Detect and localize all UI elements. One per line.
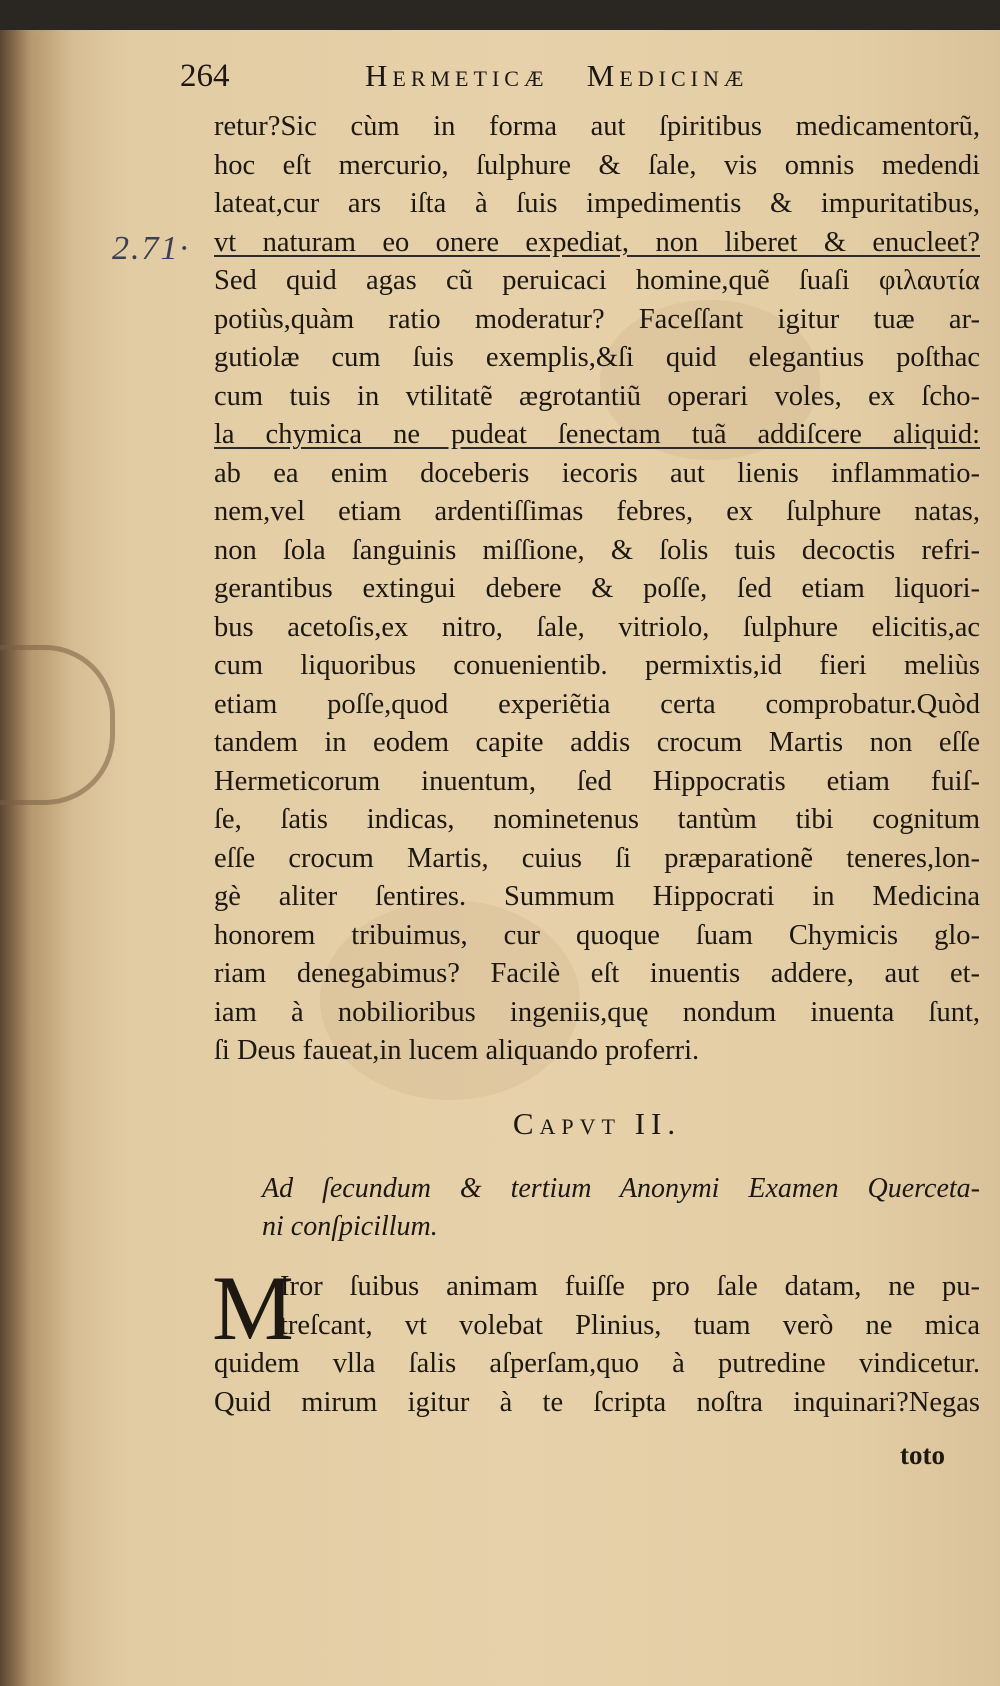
text-line: potiùs,quàm ratio moderatur? Faceſſant igitur tuæ ar- xyxy=(214,303,980,335)
section-body xyxy=(214,1268,980,1422)
text-line: gerantibus extingui debere & poſſe, ſed etiam liquori- xyxy=(214,573,980,604)
text-line: cum liquoribus conuenientib. permixtis,id fieri meliùs xyxy=(214,650,980,681)
text-line: lateat,cur ars iſta à ſuis impedimentis & impuritatibus, xyxy=(214,188,980,219)
text-line: treſcant, vt volebat Plinius, tuam verò ne mica xyxy=(280,1309,980,1341)
text-line: quidem vlla ſalis aſperſam,quo à putredine vindicetur. xyxy=(214,1348,980,1379)
text-line: tandem in eodem capite addis crocum Martis non eſſe xyxy=(214,727,980,758)
drop-cap: M xyxy=(212,1257,294,1359)
text-line: hoc eſt mercurio, ſulphure & ſale, vis omnis medendi xyxy=(214,149,980,181)
text-line: honorem tribuimus, cur quoque ſuam Chymicis glo- xyxy=(214,919,980,951)
text-line: gè aliter ſentires. Summum Hippocrati in Medicina xyxy=(214,881,980,912)
text-line: bus acetoſis,ex nitro, ſale, vitriolo, ſulphure elicitis,ac xyxy=(214,611,980,643)
text-line: ab ea enim doceberis iecoris aut lienis inflammatio- xyxy=(214,457,980,489)
text-line-underlined: vt naturam eo onere expediat, non liberet & enucleet? xyxy=(214,226,980,258)
text-line: eſſe crocum Martis, cuius ſi præparationẽ teneres,lon- xyxy=(214,842,980,874)
handwritten-margin-note: 2.71· xyxy=(112,230,190,267)
text-line-underlined: la chymica ne pudeat ſenectam tuã addiſcere aliquid: xyxy=(214,419,980,450)
running-head xyxy=(180,58,970,98)
text-line: retur?Sic cùm in forma aut ſpiritibus medicamentorũ, xyxy=(214,111,980,142)
text-line: etiam poſſe,quod experiẽtia certa comprobatur.Quòd xyxy=(214,688,980,720)
text-line: Iror ſuibus animam fuiſſe pro ſale datam, ne pu- xyxy=(280,1271,980,1302)
text-line: Hermeticorum inuentum, ſed Hippocratis etiam fuiſ- xyxy=(214,765,980,797)
running-title: Hermeticæ Medicinæ xyxy=(365,58,749,93)
text-line: riam denegabimus? Facilè eſt inuentis addere, aut et- xyxy=(214,958,980,989)
text-line: non ſola ſanguinis miſſione, & ſolis tuis decoctis refri- xyxy=(214,534,980,566)
text-line: ſe, ſatis indicas, nominetenus tantùm tibi cognitum xyxy=(214,804,980,835)
text-line: cum tuis in vtilitatẽ ægrotantiũ operari voles, ex ſcho- xyxy=(214,380,980,412)
catchword: toto xyxy=(900,1440,945,1470)
text-line: Sed quid agas cũ peruicaci homine,quẽ ſuaſi φιλαυτία xyxy=(214,265,980,296)
chapter-subtitle xyxy=(262,1170,980,1246)
subtitle-line: Ad ſecundum & tertium Anonymi Examen Querceta- xyxy=(262,1173,980,1204)
body-text xyxy=(214,108,980,1071)
chapter-heading: Capvt II. xyxy=(512,1106,682,1141)
text-line: Quid mirum igitur à te ſcripta noſtra inquinari?Negas xyxy=(214,1386,980,1418)
clasp-shadow xyxy=(0,645,115,805)
text-line: ſi Deus faueat,in lucem aliquando proferri. xyxy=(214,1035,700,1066)
text-line: iam à nobilioribus ingeniis,quę nondum inuenta ſunt, xyxy=(214,996,980,1028)
text-line: gutiolæ cum ſuis exemplis,&ſi quid elegantius poſthac xyxy=(214,342,980,373)
page-number: 264 xyxy=(180,58,230,94)
subtitle-line: ni conſpicillum. xyxy=(262,1211,438,1242)
text-line: nem,vel etiam ardentiſſimas febres, ex ſulphure natas, xyxy=(214,496,980,527)
